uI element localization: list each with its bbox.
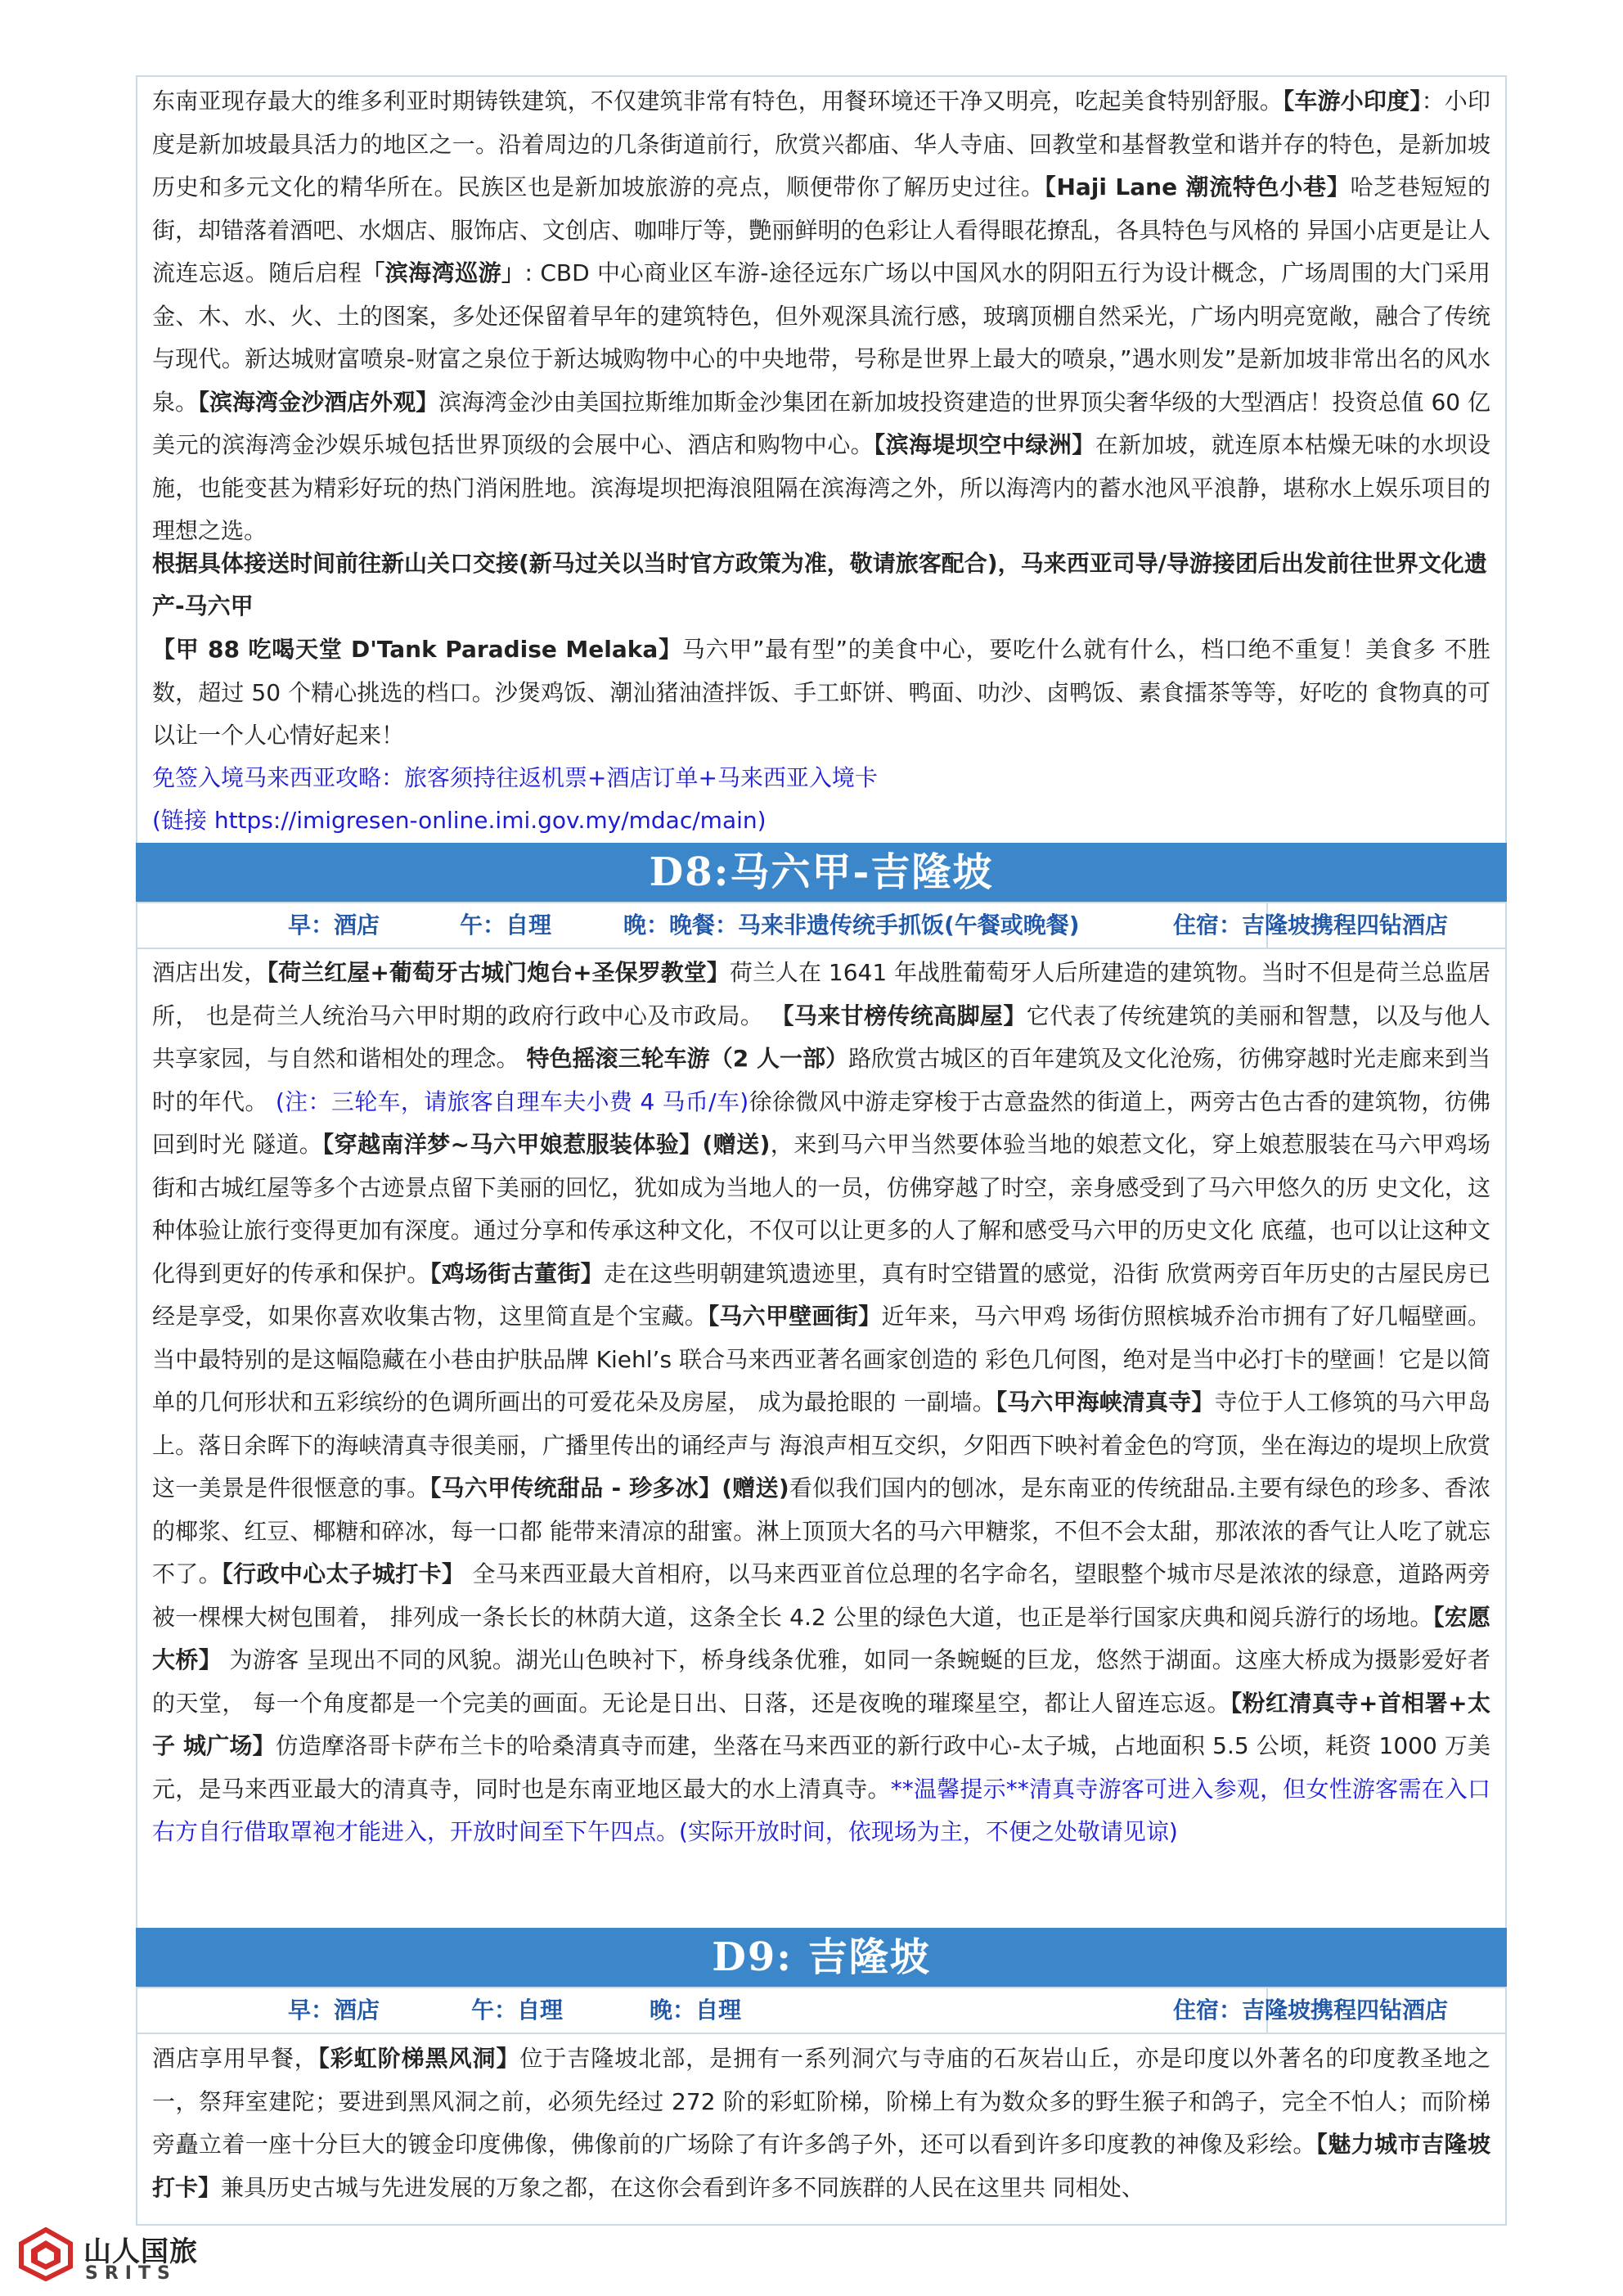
transfer-note: 根据具体接送时间前往新山关口交接(新马过关以当时官方政策为准，敬请旅客配合)，马来西亚司导/导游接团后出发前往世界文化遗产-马六甲	[152, 550, 1487, 619]
text-run: 【马六甲海峡清真寺】	[996, 1389, 1215, 1416]
day9-body	[152, 2037, 1490, 2209]
text-run: 近年来，马六甲鸡 场街仿照槟城乔治市拥有了好几幅壁画。当中最特别的是这幅隐藏在小巷由护肤品牌 Kiehl’s 联合马来西亚著名画家创造的 彩色几何图，绝对是当中必打卡的壁画！它是以简单的几何形状和五彩缤纷的色调所画出的可爱花朵及房屋， 成为最抢眼的 一副墙。	[152, 1303, 1490, 1416]
day9-lunch: 午：自理	[471, 1997, 564, 2024]
brand-logo	[16, 2227, 213, 2285]
text-run: 看似我们国内的刨冰，是东南亚的传统甜品.主要有绿色的珍多、香浓的椰浆、红豆、椰糖和碎冰，每一口都 能带来清凉的甜蜜。淋上顶顶大名的马六甲糖浆，不但不会太甜，那浓浓的香气让人吃了就忘不了。	[152, 1474, 1490, 1587]
brand-name: 山人国旅	[83, 2235, 198, 2268]
day9-hotel: 住宿：吉隆坡携程四钻酒店	[1173, 1997, 1449, 2024]
text-run: 【鸡场街古董街】	[429, 1259, 604, 1287]
text-run: 在新加坡，就连原本枯燥无味的水坝设施，也能变甚为精彩好玩的热门消闲胜地。滨海堤坝把海浪阻隔在滨海湾之外，所以海湾内的蓄水池风平浪静，堪称水上娱乐项目的理想之选。	[152, 431, 1490, 544]
text-run: 兼具历史古城与先进发展的万象之都，在这你会看到许多不同族群的人民在这里共 同相处、	[221, 2173, 1144, 2201]
visa-link[interactable]: (链接 https://imigresen-online.imi.gov.my/mdac/main)	[152, 807, 767, 834]
day8-body	[152, 952, 1490, 1854]
text-run: 【魅力城市吉隆坡打卡】	[152, 2131, 1490, 2201]
text-run: 路欣赏古城区的百年建筑及文化沧殇，彷佛穿越时光走廊来到当时的年代。	[152, 1045, 1491, 1115]
text-run: 滨海湾金沙由美国拉斯维加斯金沙集团在新加坡投资建造的世界顶尖奢华级的大型酒店！投资总值 60 亿美元的滨海湾金沙娱乐城包括世界顶级的会展中心、酒店和购物中心。	[152, 388, 1490, 458]
text-run: 特色摇滚三轮车游（2 人一部）	[526, 1045, 849, 1072]
text-run: 【滨海堤坝空中绿洲】	[874, 431, 1095, 458]
text-run: 哈芝巷短短的街，却错落着酒吧、水烟店、服饰店、文创店、咖啡厅等，艷丽鲜明的色彩让人看得眼花撩乱，各具特色与风格的 异国小店更是让人流连忘返。随后启程	[152, 173, 1490, 286]
text-run: 马六甲”最有型”的美食中心，要吃什么就有什么，档口绝不重复！美食多 不胜数，超过 50 个精心挑选的档口。沙煲鸡饭、潮汕猪油渣拌饭、手工虾饼、鸭面、叻沙、卤鸭饭、素食擂茶等等，好吃的 食物真的可以让一个人心情好起来！	[152, 636, 1490, 749]
food-court-paragraph	[152, 628, 1490, 758]
text-run: 仿造摩洛哥卡萨布兰卡的哈桑清真寺而建，坐落在马来西亚的新行政中心-太子城，占地面积 5.5 公顷，耗资 1000 万美元，是马来西亚最大的清真寺，同时也是东南亚地区最大的水上清真寺。	[152, 1732, 1490, 1803]
text-run: 【粉红清真寺+首相署+太子 城广场】	[152, 1689, 1490, 1759]
text-run: : CBD 中心商业区车游-途径远东广场以中国风水的阴阳五行为设计概念，广场周围的大门采用金、木、水、火、土的图案，多处还保留着早年的建筑特色，但外观深具流行感，玻璃顶棚自然采光，广场内明亮宽敞，融合了传统与现代。新达城财富喷泉-财富之泉位于新达城购物中心的中央地带，号称是世界上最大的喷泉，”遇水则发”是新加坡非常出名的风水泉。	[152, 259, 1490, 416]
day9-title: D9: 吉隆坡	[136, 1928, 1507, 1987]
text-run: 【Haji Lane 潮流特色小巷】	[1044, 173, 1351, 200]
text-run: 全马来西亚最大首相府，以马来西亚首位总理的名字命名，望眼整个城市尽是浓浓的绿意，道路两旁被一棵棵大树包围着， 排列成一条长长的林荫大道，这条全长 4.2 公里的绿色大道，也正是举行国家庆典和阅兵游行的场地。	[152, 1560, 1490, 1631]
text-run: 【荷兰红屋+葡萄牙古城门炮台+圣保罗教堂】	[267, 959, 730, 986]
text-run: (注：三轮车，请旅客自理车夫小费 4 马币/车)	[275, 1087, 749, 1115]
text-run: **温馨提示**清真寺游客可进入参观，但女性游客需在入口右方自行借取罩袍才能进入，开放时间至下午四点。(实际开放时间，依现场为主，不便之处敬请见谅)	[152, 1775, 1490, 1845]
visa-guide: 免签入境马来西亚攻略：旅客须持往返机票+酒店订单+马来西亚入境卡	[152, 764, 878, 791]
text-run: 酒店出发，	[152, 959, 268, 986]
text-run: 【马六甲传统甜品 - 珍多冰】(赠送)	[429, 1474, 789, 1501]
text-run: 「滨海湾巡游」	[362, 259, 525, 286]
day9-dinner: 晚：自理	[650, 1997, 742, 2024]
day8-title: D8:马六甲-吉隆坡	[136, 843, 1507, 902]
text-run: 【彩虹阶梯黑风洞】	[317, 2045, 520, 2072]
text-run: 东南亚现存最大的维多利亚时期铸铁建筑，不仅建筑非常有特色，用餐环境还干净又明亮，吃起美食特别舒服。	[152, 88, 1284, 115]
brand-name-en: SRITS	[85, 2263, 177, 2284]
day8-meals-row	[136, 902, 1507, 949]
brand-logo-icon	[16, 2227, 75, 2281]
text-run: 【马六甲壁画街】	[708, 1303, 882, 1330]
text-run: 走在这些明朝建筑遗迹里，真有时空错置的感觉，沿街 欣赏两旁百年历史的古屋民房已经是享受，如果你喜欢收集古物，这里简直是个宝藏。	[152, 1259, 1490, 1330]
text-run: 位于吉隆坡北部，是拥有一系列洞穴与寺庙的石灰岩山丘，亦是印度以外著名的印度教圣地之一，祭拜室建陀；要进到黑风洞之前，必须先经过 272 阶的彩虹阶梯，阶梯上有为数众多的野生猴子和鸽子，完全不怕人；而阶梯旁矗立着一座十分巨大的镀金印度佛像，佛像前的广场除了有许多鸽子外，还可以看到许多印度教的神像及彩绘。	[152, 2045, 1490, 2158]
day8-hotel: 住宿：吉隆坡携程四钻酒店	[1173, 912, 1449, 939]
text-run: 徐徐微风中游走穿梭于古意盎然的街道上，两旁古色古香的建筑物，彷佛回到时光 隧道。	[152, 1087, 1490, 1158]
text-run: 【滨海湾金沙酒店外观】	[198, 388, 439, 416]
text-run: 【行政中心太子城打卡】	[221, 1560, 465, 1587]
text-run: 它代表了传统建筑的美丽和智慧，以及与他人共享家园，与自然和谐相处的理念。	[152, 1002, 1490, 1072]
text-run: ，来到马六甲当然要体验当地的娘惹文化，穿上娘惹服装在马六甲鸡场 街和古城红屋等多个古迹景点留下美丽的回忆，犹如成为当地人的一员，仿佛穿越了时空，亲身感受到了马六甲悠久的历 史文化，这种体验让旅行变得更加有深度。通过分享和传承这种文化，不仅可以让更多的人了解和感受马六甲的历史文化 底蕴，也可以让这种文化得到更好的传承和保护。	[152, 1131, 1490, 1287]
text-run: 为游客 呈现出不同的风貌。湖光山色映衬下，桥身线条优雅，如同一条蜿蜒的巨龙，悠然于湖面。这座大桥成为摄影爱好者的天堂， 每一个角度都是一个完美的画面。无论是日出、日落，还是夜晚的璀璨星空，都让人留连忘返。	[152, 1646, 1490, 1717]
text-run: 寺位于人工修筑的马六甲岛上。落日余晖下的海峡清真寺很美丽，广播里传出的诵经声与 海浪声相互交织，夕阳西下映衬着金色的穹顶，坐在海边的堤坝上欣赏这一美景是件很惬意的事。	[152, 1389, 1490, 1501]
text-run: 酒店享用早餐，	[152, 2045, 318, 2072]
day9-breakfast: 早：酒店	[288, 1997, 380, 2024]
day8-dinner: 晚：晚餐：马来非遗传统手抓饭(午餐或晚餐)	[623, 912, 1080, 939]
text-run: ：小印度是新加坡最具活力的地区之一。沿着周边的几条街道前行，欣赏兴都庙、华人寺庙、回教堂和基督教堂和谐并存的特色，是新加坡历史和多元文化的精华所在。民族区也是新加坡旅游的亮点，顺便带你了解历史过往。	[152, 88, 1490, 200]
day9-meals-row	[136, 1987, 1507, 2034]
day8-lunch: 午：自理	[460, 912, 552, 939]
day8-breakfast: 早：酒店	[288, 912, 380, 939]
text-run: 【车游小印度】	[1283, 88, 1422, 115]
text-run: 【宏愿大桥】	[152, 1603, 1490, 1673]
intro-paragraph	[152, 80, 1490, 553]
text-run: 荷兰人在 1641 年战胜葡萄牙人后所建造的建筑物。当时不但是荷兰总监居所， 也是荷兰人统治马六甲时期的政府行政中心及市政局。	[152, 959, 1490, 1029]
text-run: 【甲 88 吃喝天堂 D'Tank Paradise Melaka】	[152, 636, 682, 663]
text-run: 【穿越南洋梦~马六甲娘惹服装体验】(赠送)	[322, 1131, 771, 1158]
text-run: 【马来甘榜传统高脚屋】	[771, 1002, 1027, 1029]
